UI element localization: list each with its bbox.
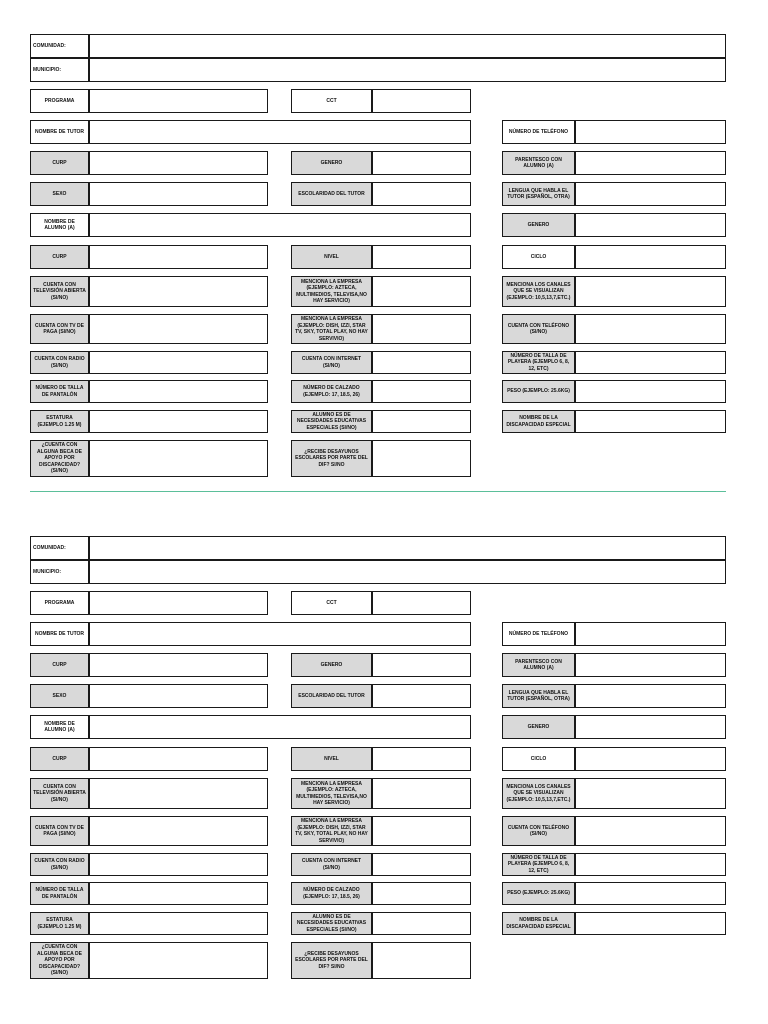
curp-tutor-field[interactable] — [89, 653, 268, 677]
tv-paga-field[interactable] — [89, 314, 268, 344]
nivel-label: NIVEL — [291, 245, 372, 269]
cuenta-telefono-field[interactable] — [575, 816, 726, 846]
telefono-field[interactable] — [575, 622, 726, 646]
nombre-tutor-label: NOMBRE DE TUTOR — [30, 120, 89, 144]
desayunos-label: ¿RECIBE DESAYUNOS ESCOLARES POR PARTE DEL DIF? SI/NO — [291, 440, 372, 477]
radio-label: CUENTA CON RADIO (SI/NO) — [30, 351, 89, 374]
ciclo-field[interactable] — [575, 747, 726, 771]
lengua-field[interactable] — [575, 182, 726, 206]
canales-field[interactable] — [575, 778, 726, 809]
cct-field[interactable] — [372, 89, 471, 113]
comunidad-label: COMUNIDAD: — [30, 34, 89, 58]
beca-field[interactable] — [89, 942, 268, 979]
lengua-label: LENGUA QUE HABLA EL TUTOR (ESPAÑOL, OTRA) — [502, 182, 575, 206]
genero-alumno-field[interactable] — [575, 715, 726, 739]
nombre-alumno-label: NOMBRE DE ALUMNO (A) — [30, 715, 89, 739]
cct-field[interactable] — [372, 591, 471, 615]
nombre-alumno-label: NOMBRE DE ALUMNO (A) — [30, 213, 89, 237]
nombre-tutor-field[interactable] — [89, 622, 471, 646]
cct-label: CCT — [291, 89, 372, 113]
nee-field[interactable] — [372, 912, 471, 935]
peso-field[interactable] — [575, 380, 726, 403]
student-form-2 — [0, 502, 768, 977]
ciclo-label: CICLO — [502, 747, 575, 771]
discapacidad-field[interactable] — [575, 912, 726, 935]
tv-paga-label: CUENTA CON TV DE PAGA (SI/NO) — [30, 314, 89, 344]
lengua-label: LENGUA QUE HABLA EL TUTOR (ESPAÑOL, OTRA) — [502, 684, 575, 708]
comunidad-field[interactable] — [89, 34, 726, 58]
curp-tutor-label: CURP — [30, 653, 89, 677]
discapacidad-label: NOMBRE DE LA DISCAPACIDAD ESPECIAL — [502, 912, 575, 935]
programa-label: PROGRAMA — [30, 591, 89, 615]
calzado-label: NÚMERO DE CALZADO (EJEMPLO: 17, 18.5, 26) — [291, 882, 372, 905]
municipio-label: MUNICIPIO: — [30, 560, 89, 584]
curp-alumno-label: CURP — [30, 747, 89, 771]
municipio-field[interactable] — [89, 560, 726, 584]
empresa-paga-field[interactable] — [372, 314, 471, 344]
estatura-label: ESTATURA (EJEMPLO 1.25 M) — [30, 912, 89, 935]
empresa-tv-label: MENCIONA LA EMPRESA (EJEMPLO: AZTECA, MULTIMEDIOS, TELEVISA,NO HAY SERVICIO) — [291, 778, 372, 809]
curp-tutor-field[interactable] — [89, 151, 268, 175]
empresa-tv-field[interactable] — [372, 276, 471, 307]
cuenta-telefono-label: CUENTA CON TELÉFONO (SI/NO) — [502, 816, 575, 846]
tv-abierta-label: CUENTA CON TELEVISIÓN ABIERTA (SI/NO) — [30, 276, 89, 307]
telefono-field[interactable] — [575, 120, 726, 144]
telefono-label: NÚMERO DE TELÉFONO — [502, 622, 575, 646]
sexo-label: SEXO — [30, 684, 89, 708]
programa-label: PROGRAMA — [30, 89, 89, 113]
talla-playera-label: NÚMERO DE TALLA DE PLAYERA (EJEMPLO 6, 8, 12, ETC) — [502, 853, 575, 876]
cuenta-telefono-field[interactable] — [575, 314, 726, 344]
beca-label: ¿CUENTA CON ALGUNA BECA DE APOYO POR DISCAPACIDAD? (SI/NO) — [30, 440, 89, 477]
municipio-label: MUNICIPIO: — [30, 58, 89, 82]
tv-abierta-label: CUENTA CON TELEVISIÓN ABIERTA (SI/NO) — [30, 778, 89, 809]
desayunos-label: ¿RECIBE DESAYUNOS ESCOLARES POR PARTE DEL DIF? SI/NO — [291, 942, 372, 979]
calzado-field[interactable] — [372, 380, 471, 403]
talla-playera-label: NÚMERO DE TALLA DE PLAYERA (EJEMPLO 6, 8, 12, ETC) — [502, 351, 575, 374]
curp-alumno-field[interactable] — [89, 245, 268, 269]
comunidad-field[interactable] — [89, 536, 726, 560]
nivel-label: NIVEL — [291, 747, 372, 771]
talla-pantalon-label: NÚMERO DE TALLA DE PANTALÓN — [30, 380, 89, 403]
talla-playera-field[interactable] — [575, 351, 726, 374]
telefono-label: NÚMERO DE TELÉFONO — [502, 120, 575, 144]
desayunos-field[interactable] — [372, 942, 471, 979]
tv-paga-label: CUENTA CON TV DE PAGA (SI/NO) — [30, 816, 89, 846]
sexo-label: SEXO — [30, 182, 89, 206]
nee-field[interactable] — [372, 410, 471, 433]
talla-pantalon-field[interactable] — [89, 380, 268, 403]
canales-field[interactable] — [575, 276, 726, 307]
section-divider — [30, 491, 726, 492]
radio-label: CUENTA CON RADIO (SI/NO) — [30, 853, 89, 876]
nombre-alumno-field[interactable] — [89, 213, 471, 237]
curp-alumno-field[interactable] — [89, 747, 268, 771]
canales-label: MENCIONA LOS CANALES QUE SE VISUALIZAN (EJEMPLO: 10,5,13,7,ETC.) — [502, 778, 575, 809]
ciclo-field[interactable] — [575, 245, 726, 269]
nombre-tutor-field[interactable] — [89, 120, 471, 144]
genero-tutor-field[interactable] — [372, 653, 471, 677]
parentesco-label: PARENTESCO CON ALUMNO (A) — [502, 151, 575, 175]
empresa-tv-label: MENCIONA LA EMPRESA (EJEMPLO: AZTECA, MULTIMEDIOS, TELEVISA,NO HAY SERVICIO) — [291, 276, 372, 307]
parentesco-label: PARENTESCO CON ALUMNO (A) — [502, 653, 575, 677]
discapacidad-field[interactable] — [575, 410, 726, 433]
estatura-field[interactable] — [89, 410, 268, 433]
genero-tutor-label: GENERO — [291, 653, 372, 677]
empresa-tv-field[interactable] — [372, 778, 471, 809]
ciclo-label: CICLO — [502, 245, 575, 269]
beca-field[interactable] — [89, 440, 268, 477]
talla-pantalon-field[interactable] — [89, 882, 268, 905]
canales-label: MENCIONA LOS CANALES QUE SE VISUALIZAN (EJEMPLO: 10,5,13,7,ETC.) — [502, 276, 575, 307]
peso-label: PESO (EJEMPLO: 25.6KG) — [502, 882, 575, 905]
talla-playera-field[interactable] — [575, 853, 726, 876]
peso-label: PESO (EJEMPLO: 25.6KG) — [502, 380, 575, 403]
radio-field[interactable] — [89, 351, 268, 374]
programa-field[interactable] — [89, 89, 268, 113]
student-form-1 — [0, 0, 768, 475]
comunidad-label: COMUNIDAD: — [30, 536, 89, 560]
tv-abierta-field[interactable] — [89, 778, 268, 809]
programa-field[interactable] — [89, 591, 268, 615]
internet-label: CUENTA CON INTERNET (SI/NO) — [291, 853, 372, 876]
lengua-field[interactable] — [575, 684, 726, 708]
nombre-tutor-label: NOMBRE DE TUTOR — [30, 622, 89, 646]
genero-alumno-label: GENERO — [502, 213, 575, 237]
internet-field[interactable] — [372, 351, 471, 374]
curp-tutor-label: CURP — [30, 151, 89, 175]
nivel-field[interactable] — [372, 245, 471, 269]
discapacidad-label: NOMBRE DE LA DISCAPACIDAD ESPECIAL — [502, 410, 575, 433]
estatura-field[interactable] — [89, 912, 268, 935]
peso-field[interactable] — [575, 882, 726, 905]
nivel-field[interactable] — [372, 747, 471, 771]
internet-field[interactable] — [372, 853, 471, 876]
empresa-paga-label: MENCIONA LA EMPRESA (EJEMPLO: DISH, IZZI, STAR TV, SKY, TOTAL PLAY, NO HAY SERVIVIO) — [291, 314, 372, 344]
escolaridad-field[interactable] — [372, 182, 471, 206]
escolaridad-field[interactable] — [372, 684, 471, 708]
nombre-alumno-field[interactable] — [89, 715, 471, 739]
nee-label: ALUMNO ES DE NECESIDADES EDUCATIVAS ESPECIALES (SI/NO) — [291, 912, 372, 935]
curp-alumno-label: CURP — [30, 245, 89, 269]
genero-alumno-label: GENERO — [502, 715, 575, 739]
parentesco-field[interactable] — [575, 151, 726, 175]
genero-tutor-field[interactable] — [372, 151, 471, 175]
escolaridad-label: ESCOLARIDAD DEL TUTOR — [291, 684, 372, 708]
cuenta-telefono-label: CUENTA CON TELÉFONO (SI/NO) — [502, 314, 575, 344]
tv-paga-field[interactable] — [89, 816, 268, 846]
radio-field[interactable] — [89, 853, 268, 876]
cct-label: CCT — [291, 591, 372, 615]
sexo-field[interactable] — [89, 182, 268, 206]
empresa-paga-field[interactable] — [372, 816, 471, 846]
escolaridad-label: ESCOLARIDAD DEL TUTOR — [291, 182, 372, 206]
genero-tutor-label: GENERO — [291, 151, 372, 175]
parentesco-field[interactable] — [575, 653, 726, 677]
calzado-field[interactable] — [372, 882, 471, 905]
calzado-label: NÚMERO DE CALZADO (EJEMPLO: 17, 18.5, 26) — [291, 380, 372, 403]
tv-abierta-field[interactable] — [89, 276, 268, 307]
sexo-field[interactable] — [89, 684, 268, 708]
estatura-label: ESTATURA (EJEMPLO 1.25 M) — [30, 410, 89, 433]
beca-label: ¿CUENTA CON ALGUNA BECA DE APOYO POR DISCAPACIDAD? (SI/NO) — [30, 942, 89, 979]
talla-pantalon-label: NÚMERO DE TALLA DE PANTALÓN — [30, 882, 89, 905]
internet-label: CUENTA CON INTERNET (SI/NO) — [291, 351, 372, 374]
desayunos-field[interactable] — [372, 440, 471, 477]
municipio-field[interactable] — [89, 58, 726, 82]
genero-alumno-field[interactable] — [575, 213, 726, 237]
nee-label: ALUMNO ES DE NECESIDADES EDUCATIVAS ESPECIALES (SI/NO) — [291, 410, 372, 433]
empresa-paga-label: MENCIONA LA EMPRESA (EJEMPLO: DISH, IZZI, STAR TV, SKY, TOTAL PLAY, NO HAY SERVIVIO) — [291, 816, 372, 846]
